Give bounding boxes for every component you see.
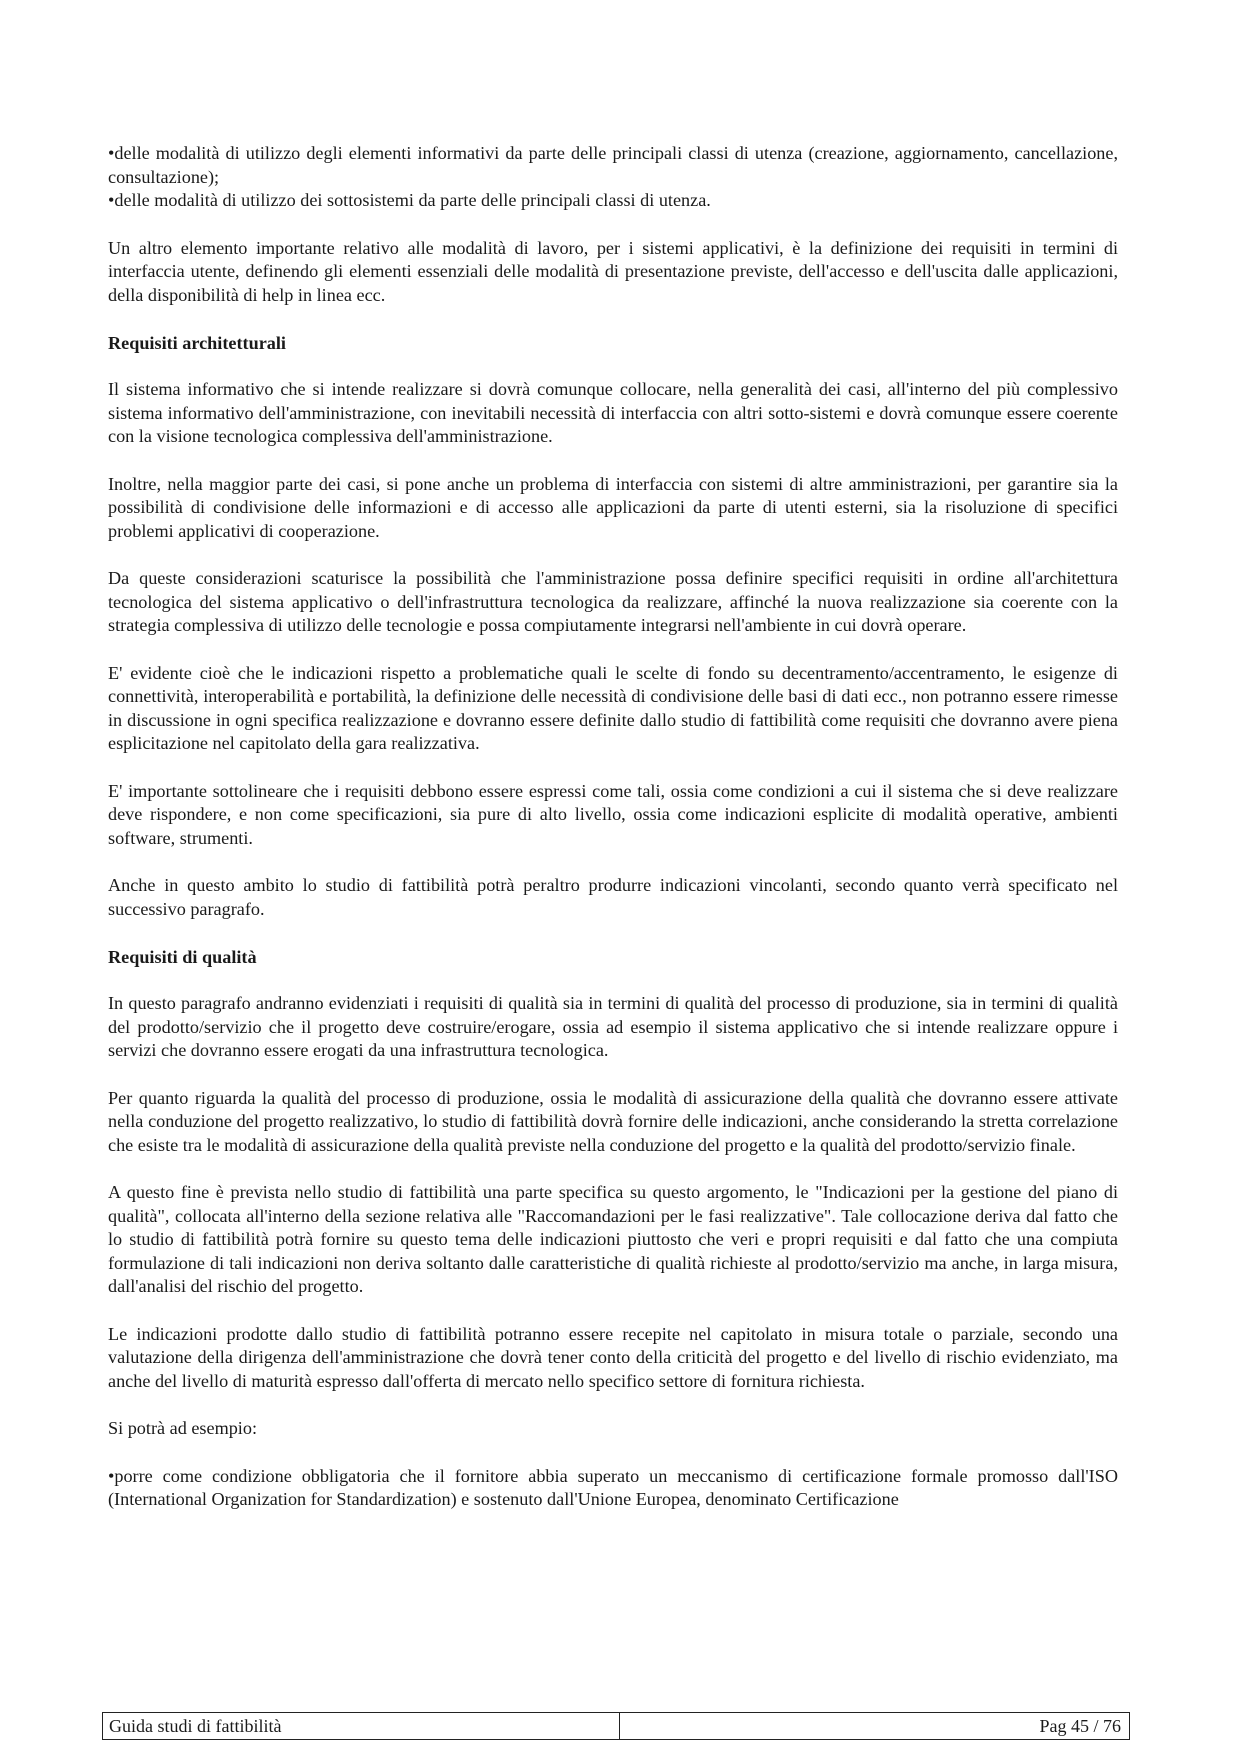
paragraph: Si potrà ad esempio: <box>108 1418 258 1438</box>
paragraph: E' importante sottolineare che i requisiti debbono essere espressi come tali, ossia come condizioni a cui il sistema che si deve realizzare deve rispondere, e non come specificazioni, sia pure di alto livello, ossia come indicazioni esplicite di modalità operative, ambienti software, strumenti. <box>108 780 1118 848</box>
bullet-item: •porre come condizione obbligatoria che il fornitore abbia superato un meccanismo di certificazione formale promosso dall'ISO (International Organization for Standardization) e sostenuto dall'Unione Europea, denominato Certificazione <box>108 1465 1118 1509</box>
bullet-item: •delle modalità di utilizzo dei sottosistemi da parte delle principali classi di utenza. <box>108 190 711 210</box>
paragraph: E' evidente cioè che le indicazioni rispetto a problematiche quali le scelte di fondo su decentramento/accentramento, le esigenze di connettività, interoperabilità e portabilità, la definizione delle necessità di condivisione delle basi di dati ecc., non potranno essere rimesse in discussione in ogni specifica realizzazione e dovranno essere definite dallo studio di fattibilità come requisiti che dovranno avere piena esplicitazione nel capitolato della gara realizzativa. <box>108 662 1118 753</box>
paragraph: Da queste considerazioni scaturisce la possibilità che l'amministrazione possa definire specifici requisiti in ordine all'architettura tecnologica del sistema applicativo o dell'infrastruttura tecnologica da realizzare, affinché la nuova realizzazione sia coerente con la strategia complessiva di utilizzo delle tecnologie e possa compiutamente integrarsi nell'ambiente in cui dovrà operare. <box>108 568 1118 635</box>
paragraph: Il sistema informativo che si intende realizzare si dovrà comunque collocare, nella generalità dei casi, all'interno del più complessivo sistema informativo dell'amministrazione, con inevitabili necessità di interfaccia con altri sotto-sistemi e dovrà comunque essere coerente con la visione tecnologica complessiva dell'amministrazione. <box>108 379 1118 446</box>
footer-page-number: Pag 45 / 76 <box>1039 1716 1121 1736</box>
page-body <box>108 142 1118 1536</box>
section-heading: Requisiti architetturali <box>108 333 286 353</box>
paragraph: Inoltre, nella maggior parte dei casi, si pone anche un problema di interfaccia con sistemi di altre amministrazioni, per garantire sia la possibilità di condivisione delle informazioni e di accesso alle applicazioni da parte di utenti esterni, sia la risoluzione di specifici problemi applicativi di cooperazione. <box>108 473 1118 541</box>
footer-document-title: Guida studi di fattibilità <box>103 1713 620 1739</box>
paragraph: Un altro elemento importante relativo alle modalità di lavoro, per i sistemi applicativi, è la definizione dei requisiti in termini di interfaccia utente, definendo gli elementi essenziali delle modalità di presentazione previste, dell'accesso e dell'uscita dalle applicazioni, della disponibilità di help in linea ecc. <box>108 237 1118 305</box>
page-footer <box>102 1712 1130 1740</box>
bullet-item: •delle modalità di utilizzo degli elementi informativi da parte delle principali classi di utenza (creazione, aggiornamento, cancellazione, consultazione); <box>108 143 1118 187</box>
paragraph: Anche in questo ambito lo studio di fattibilità potrà peraltro produrre indicazioni vincolanti, secondo quanto verrà specificato nel successivo paragrafo. <box>108 875 1118 919</box>
paragraph: A questo fine è prevista nello studio di fattibilità una parte specifica su questo argomento, le "Indicazioni per la gestione del piano di qualità", collocata all'interno della sezione relativa alle "Raccomandazioni per le fasi realizzative". Tale collocazione deriva dal fatto che lo studio di fattibilità potrà fornire su questo tema delle indicazioni piuttosto che veri e propri requisiti e dal fatto che una compiuta formulazione di tali indicazioni non deriva soltanto dalle caratteristiche di qualità richieste al prodotto/servizio ma anche, in larga misura, dall'analisi del rischio del progetto. <box>108 1182 1118 1296</box>
section-heading: Requisiti di qualità <box>108 947 257 967</box>
paragraph: In questo paragrafo andranno evidenziati i requisiti di qualità sia in termini di qualità del processo di produzione, sia in termini di qualità del prodotto/servizio che il progetto deve costruire/erogare, ossia ad esempio il sistema applicativo che si intende realizzare oppure i servizi che dovranno essere erogati da una infrastruttura tecnologica. <box>108 993 1118 1060</box>
paragraph: Le indicazioni prodotte dallo studio di fattibilità potranno essere recepite nel capitolato in misura totale o parziale, secondo una valutazione della dirigenza dell'amministrazione che dovrà tener conto della criticità del progetto e del livello di rischio evidenziato, ma anche del livello di maturità espresso dall'offerta di mercato nello specifico settore di fornitura richiesta. <box>108 1323 1118 1391</box>
paragraph: Per quanto riguarda la qualità del processo di produzione, ossia le modalità di assicurazione della qualità che dovranno essere attivate nella conduzione del progetto realizzativo, lo studio di fattibilità dovrà fornire delle indicazioni, anche considerando la stretta correlazione che esiste tra le modalità di assicurazione della qualità previste nella conduzione del progetto e la qualità del prodotto/servizio finale. <box>108 1087 1118 1155</box>
